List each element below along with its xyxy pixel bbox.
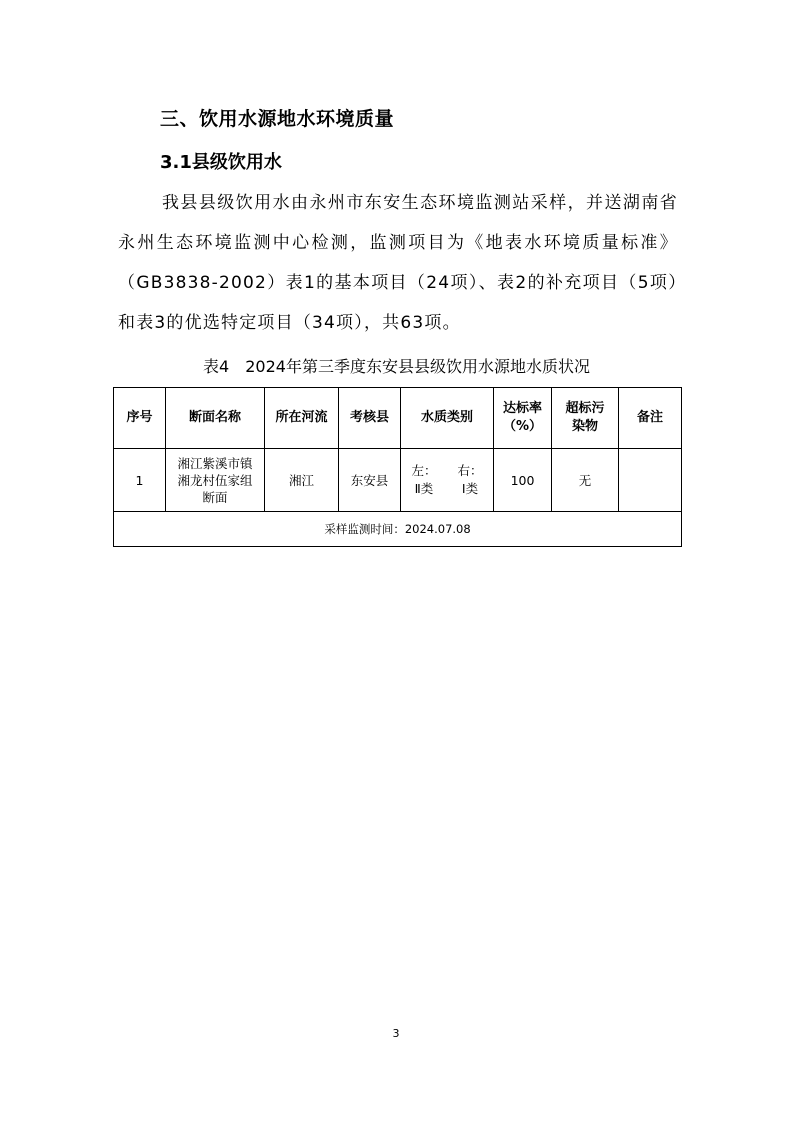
left-label: 左： [411, 463, 437, 478]
header-compliance-rate [494, 388, 552, 449]
section-name-line3: 断面 [202, 489, 228, 505]
header-exceeding-pollutant [552, 388, 619, 449]
header-water-class: 水质类别 [401, 388, 494, 449]
cell-compliance-rate: 100 [494, 449, 552, 512]
cell-seq: 1 [114, 449, 166, 512]
cell-county: 东安县 [339, 449, 401, 512]
cell-exceeding-pollutant: 无 [552, 449, 619, 512]
water-quality-table [113, 387, 682, 547]
table-header-row [114, 388, 682, 449]
table-footer-row [114, 512, 682, 547]
header-county: 考核县 [339, 388, 401, 449]
table-row [114, 449, 682, 512]
left-class: Ⅱ类 [414, 481, 434, 496]
right-label: 右： [457, 463, 483, 478]
subsection-title: 3.1县级饮用水 [160, 152, 282, 173]
cell-section-name [166, 449, 265, 512]
page-number: 3 [392, 1027, 400, 1040]
water-class-pair [401, 462, 493, 498]
header-seq: 序号 [114, 388, 166, 449]
header-compliance-line2: （%） [502, 419, 543, 434]
water-class-right [457, 462, 482, 498]
section-name-line1: 湘江紫溪市镇 [177, 455, 253, 471]
water-class-left [411, 462, 436, 498]
section-title: 三、饮用水源地水环境质量 [160, 108, 395, 130]
header-river: 所在河流 [265, 388, 339, 449]
cell-water-class [401, 449, 494, 512]
section-name-line2: 湘龙村伍家组 [177, 472, 253, 488]
header-pollutant-line2: 染物 [571, 419, 598, 434]
cell-remark [619, 449, 682, 512]
header-pollutant-line1: 超标污 [565, 401, 605, 416]
cell-river: 湘江 [265, 449, 339, 512]
body-paragraph: 我县县级饮用水由永州市东安生态环境监测站采样，并送湖南省永州生态环境监测中心检测，监测项目为《地表水环境质量标准》（GB3838-2002）表1的基本项目（24项）、表2的补充项目（5项）和表3的优选特定项目（34项），共63项。 [118, 193, 678, 333]
sampling-time: 采样监测时间：2024.07.08 [114, 512, 682, 547]
header-section-name: 断面名称 [166, 388, 265, 449]
table-caption: 表4 2024年第三季度东安县县级饮用水源地水质状况 [203, 357, 590, 376]
header-remark: 备注 [619, 388, 682, 449]
header-compliance-line1: 达标率 [502, 401, 542, 416]
right-class: Ⅰ类 [461, 481, 479, 496]
